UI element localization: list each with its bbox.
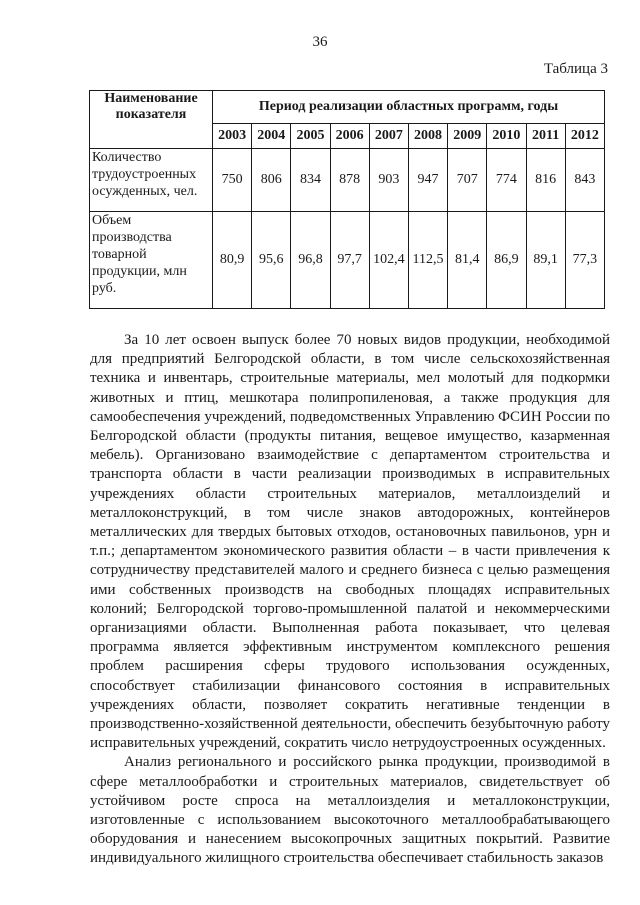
row-label: Объем производства товарной продукции, млн руб. — [90, 212, 213, 309]
results-table — [89, 90, 605, 309]
year-header: 2009 — [448, 124, 487, 149]
table-cell: 878 — [330, 149, 369, 212]
table-cell: 96,8 — [291, 212, 330, 309]
year-header: 2010 — [487, 124, 526, 149]
year-header: 2007 — [369, 124, 408, 149]
table-cell: 750 — [213, 149, 252, 212]
table-row — [90, 149, 605, 212]
table-cell: 102,4 — [369, 212, 408, 309]
table-caption: Таблица 3 — [543, 61, 608, 77]
table-cell: 903 — [369, 149, 408, 212]
body-text — [90, 331, 610, 869]
table-cell: 95,6 — [252, 212, 291, 309]
year-header: 2005 — [291, 124, 330, 149]
table-cell: 774 — [487, 149, 526, 212]
year-header: 2011 — [526, 124, 565, 149]
header-period: Период реализации областных программ, годы — [213, 91, 605, 124]
row-label: Количество трудоустроенных осужденных, чел. — [90, 149, 213, 212]
table-cell: 806 — [252, 149, 291, 212]
table-cell: 97,7 — [330, 212, 369, 309]
header-indicator-name: Наименование показателя — [90, 91, 213, 149]
table-row — [90, 212, 605, 309]
table-cell: 89,1 — [526, 212, 565, 309]
paragraph: Анализ регионального и российского рынка продукции, производимой в сфере металлообработки и строительных материалов, свидетельствует об устойчивом росте спроса на металлоизделия и металлоконструкции, изготовленные с использованием высокоточного металлообрабатывающего оборудования и нанесением высокопрочных защитных покрытий. Развитие индивидуального жилищного строительства обеспечивает стабильность заказов — [90, 754, 610, 867]
table-header-row — [90, 91, 605, 124]
table-cell: 77,3 — [565, 212, 604, 309]
table-cell: 86,9 — [487, 212, 526, 309]
table-cell: 947 — [408, 149, 447, 212]
year-header: 2003 — [213, 124, 252, 149]
table-cell: 112,5 — [408, 212, 447, 309]
page-number: 36 — [312, 34, 328, 50]
table-cell: 816 — [526, 149, 565, 212]
table-cell: 707 — [448, 149, 487, 212]
year-header: 2008 — [408, 124, 447, 149]
table-cell: 80,9 — [213, 212, 252, 309]
table-cell: 834 — [291, 149, 330, 212]
table-cell: 843 — [565, 149, 604, 212]
year-header: 2006 — [330, 124, 369, 149]
table-cell: 81,4 — [448, 212, 487, 309]
year-header: 2004 — [252, 124, 291, 149]
year-header: 2012 — [565, 124, 604, 149]
paragraph: За 10 лет освоен выпуск более 70 новых видов продукции, необходимой для предприятий Белгородской области, в том числе сельскохозяйственная техника и инвентарь, строительные материалы, мел молотый для подкормки животных и птиц, мешкотара полипропиленовая, а также продукция для самообеспечения учреждений, подведомственных Управлению ФСИН России по Белгородской области (продукты питания, вещевое имущество, казарменная мебель). Организовано взаимодействие с департаментом строительства и транспорта области в части реализации производимых в исправительных учреждениях области строительных материалов, металлоизделий и металлоконструкций, в том числе знаков автодорожных, контейнеров металлических для твердых бытовых отходов, остановочных павильонов, урн и т.п.; департаментом экономического развития области – в части привлечения к сотрудничеству представителей малого и среднего бизнеса с целью размещения ими собственных производств на свободных площадях исправительных колоний; Белгородской торгово-промышленной палатой и некоммерческими организациями области. Выполненная работа показывает, что целевая программа является эффективным инструментом комплексного решения проблем расширения сферы трудового использования осужденных, способствует стабилизации финансового состояния в исправительных учреждениях области, позволяет сократить негативные тенденции в производственно-хозяйственной деятельности, обеспечить безубыточную работу исправительных учреждений, сократить число нетрудоустроенных осужденных. — [90, 332, 610, 752]
